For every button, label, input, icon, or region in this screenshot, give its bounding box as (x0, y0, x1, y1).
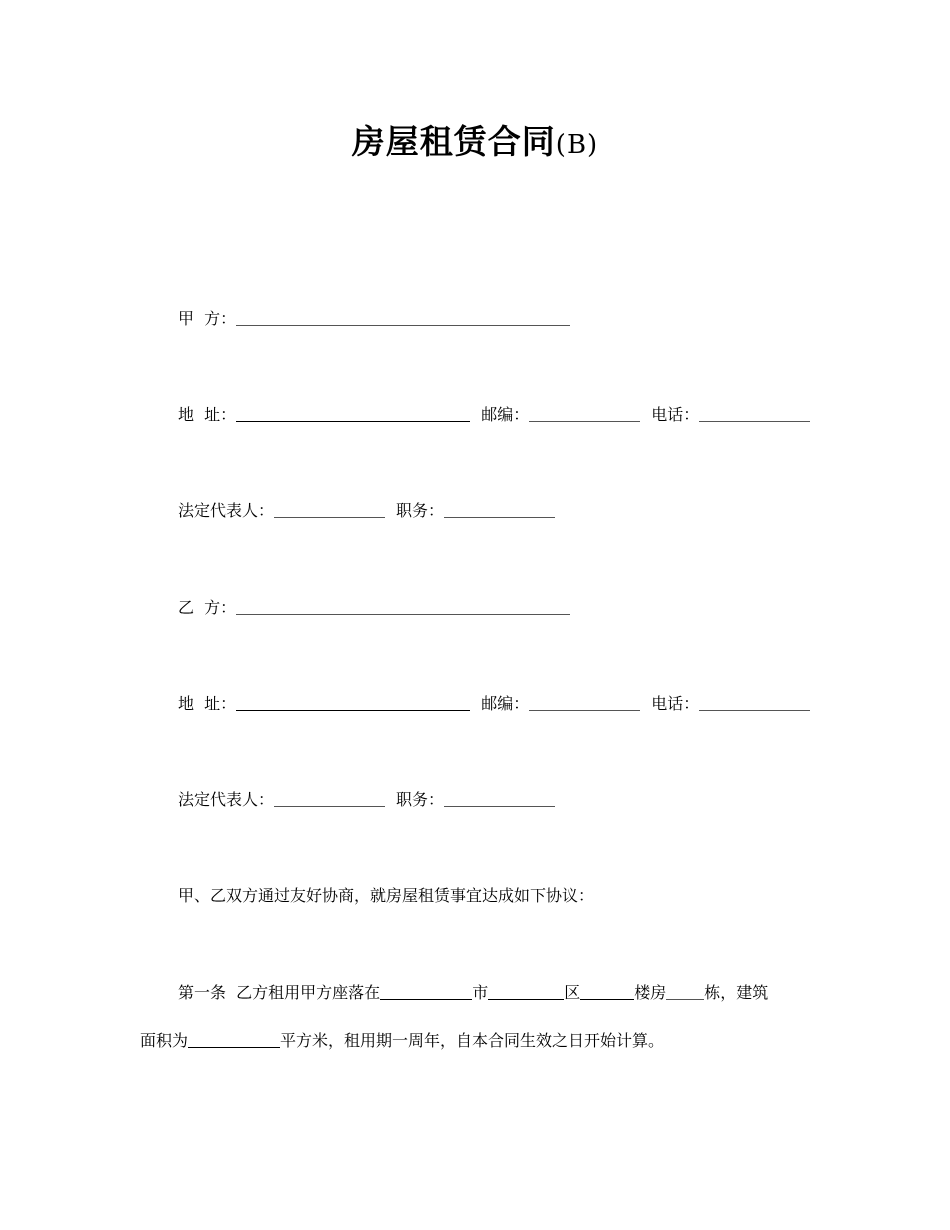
page-title (0, 116, 950, 163)
city-label: 市 (472, 983, 489, 1002)
party-a-address-row (178, 405, 810, 425)
party-b-phone-blank[interactable] (699, 710, 810, 711)
party-a-rep-blank[interactable] (274, 517, 385, 518)
party-a-position-label: 职务： (396, 501, 445, 520)
article-1-line-2 (140, 1031, 664, 1051)
article-1-line-1 (178, 983, 768, 1003)
party-a-position-blank[interactable] (444, 517, 555, 518)
title-suffix: (B) (555, 130, 599, 160)
party-b-rep-label: 法定代表人： (178, 790, 275, 809)
party-a-blank[interactable] (236, 325, 570, 326)
party-a-phone-blank[interactable] (699, 421, 810, 422)
district-label: 区 (564, 983, 581, 1002)
party-b-address-row (178, 694, 810, 714)
party-a-address-blank[interactable] (236, 421, 470, 422)
article-1-prefix: 第一条 乙方租用甲方座落在 (178, 983, 381, 1002)
party-a-postcode-label: 邮编： (481, 405, 530, 424)
party-a-label: 甲 方： (178, 309, 237, 328)
party-b-label: 乙 方： (178, 598, 237, 617)
party-b-rep-blank[interactable] (274, 806, 385, 807)
title-main: 房屋租赁合同 (351, 122, 556, 161)
party-b-position-label: 职务： (396, 790, 445, 809)
unit-label: 栋，建筑 (704, 983, 769, 1002)
party-b-phone-label: 电话： (651, 694, 700, 713)
party-b-address-label: 地 址： (178, 694, 237, 713)
party-b-rep-row (178, 790, 555, 810)
party-a-postcode-blank[interactable] (529, 421, 640, 422)
party-a-phone-label: 电话： (651, 405, 700, 424)
party-b-address-blank[interactable] (236, 710, 470, 711)
area-suffix: 平方米，租用期一周年，自本合同生效之日开始计算。 (280, 1031, 665, 1050)
party-b-blank[interactable] (236, 614, 570, 615)
party-b-row (178, 598, 570, 618)
area-blank[interactable] (188, 1047, 280, 1048)
district-blank[interactable] (488, 999, 564, 1000)
party-b-postcode-label: 邮编： (481, 694, 530, 713)
intro-paragraph: 甲、乙双方通过友好协商，就房屋租赁事宜达成如下协议： (178, 886, 595, 905)
party-b-position-blank[interactable] (444, 806, 555, 807)
party-b-postcode-blank[interactable] (529, 710, 640, 711)
party-a-rep-label: 法定代表人： (178, 501, 275, 520)
party-a-rep-row (178, 501, 555, 521)
building-label: 楼房 (634, 983, 667, 1002)
city-blank[interactable] (380, 999, 472, 1000)
building-blank[interactable] (580, 999, 634, 1000)
area-prefix: 面积为 (140, 1031, 189, 1050)
party-a-address-label: 地 址： (178, 405, 237, 424)
unit-blank[interactable] (666, 999, 704, 1000)
party-a-row (178, 309, 570, 329)
